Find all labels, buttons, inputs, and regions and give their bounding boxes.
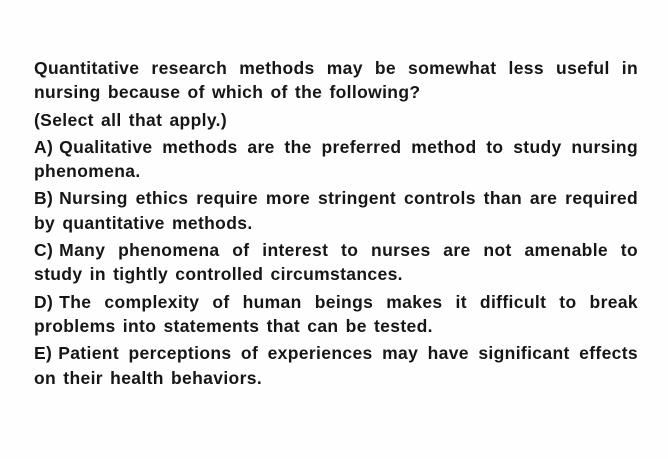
question-block xyxy=(34,56,638,393)
option-d xyxy=(34,290,638,339)
option-text: The complexity of human beings makes it difficult to break problems into statements that can be tested. xyxy=(34,291,638,336)
option-text: Nursing ethics require more stringent controls than are required by quantitative methods. xyxy=(34,188,638,233)
option-letter: D) xyxy=(34,291,54,312)
option-letter: C) xyxy=(34,240,54,261)
question-instruction: (Select all that apply.) xyxy=(34,109,228,130)
option-e xyxy=(34,341,638,390)
option-text: Qualitative methods are the preferred method to study nursing phenomena. xyxy=(34,136,638,182)
option-letter: E) xyxy=(34,343,53,364)
option-letter: B) xyxy=(34,188,54,209)
option-b xyxy=(34,186,638,235)
option-text: Many phenomena of interest to nurses are not amenable to study in tightly controlled circumstances. xyxy=(34,240,638,285)
option-a xyxy=(34,135,638,184)
option-c xyxy=(34,238,638,287)
option-letter: A) xyxy=(34,136,54,157)
question-text: Quantitative research methods may be somewhat less useful in nursing because of which of the following? xyxy=(34,58,638,103)
option-text: Patient perceptions of experiences may have significant effects on their health behaviors. xyxy=(34,343,638,388)
